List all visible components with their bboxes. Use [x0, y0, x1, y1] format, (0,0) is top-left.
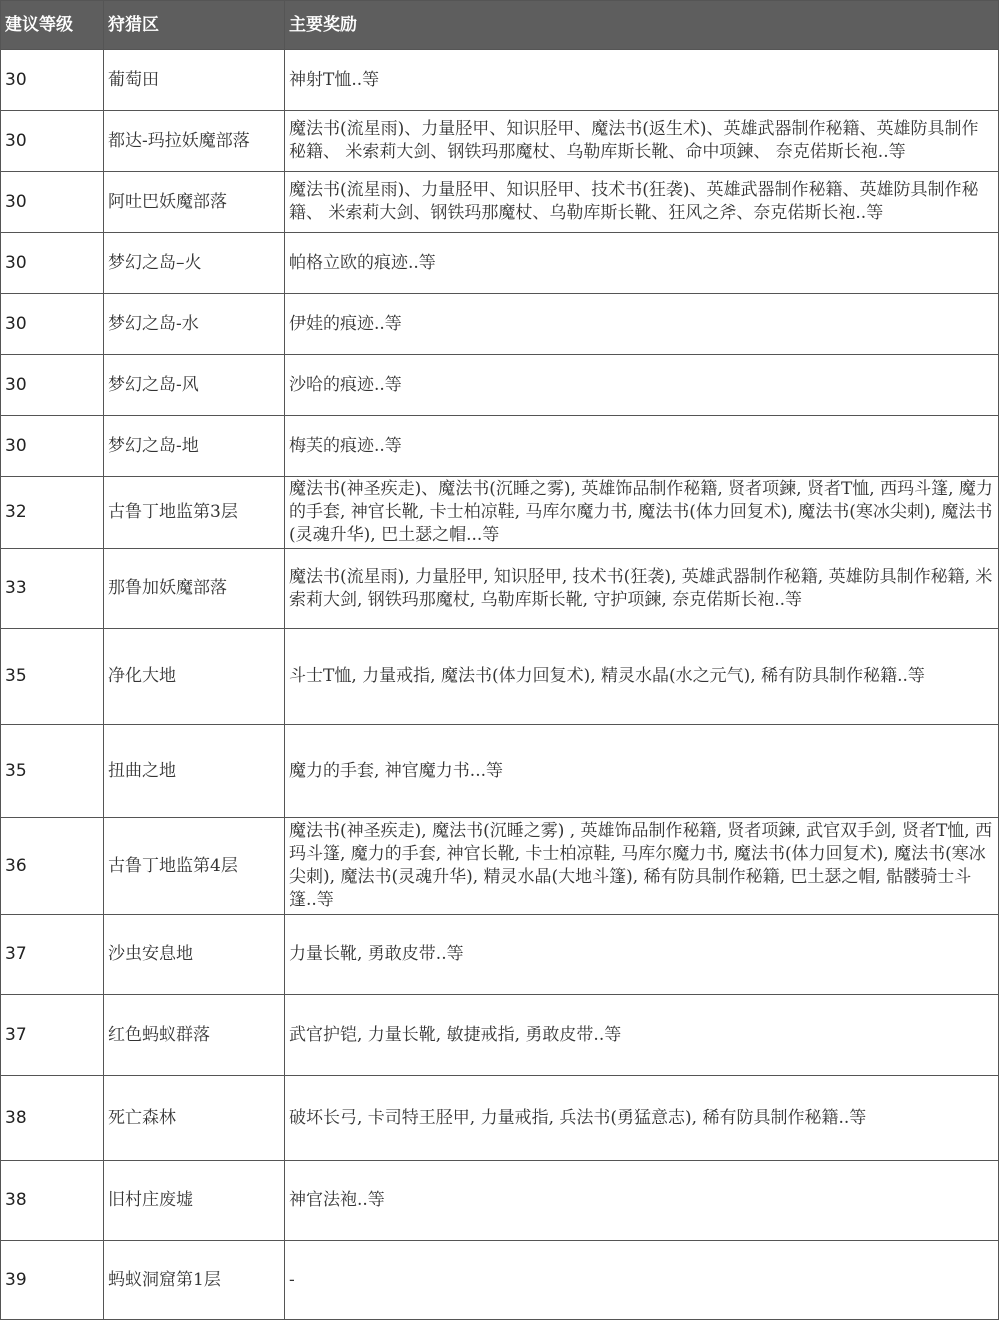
table-row	[1, 725, 999, 818]
level-cell: 30	[1, 355, 104, 416]
zone-cell: 梦幻之岛-地	[104, 416, 285, 477]
header-reward: 主要奖励	[285, 1, 999, 50]
zone-cell: 古鲁丁地监第4层	[104, 818, 285, 915]
header-zone: 狩猎区	[104, 1, 285, 50]
table-row	[1, 1076, 999, 1161]
level-cell: 32	[1, 477, 104, 549]
reward-cell: 魔法书(流星雨)、力量胫甲、知识胫甲、技术书(狂袭)、英雄武器制作秘籍、英雄防具制作秘籍、 米索莉大剑、钢铁玛那魔杖、乌勒库斯长靴、狂风之斧、奈克偌斯长袍..等	[285, 172, 999, 233]
reward-cell: 魔法书(流星雨), 力量胫甲, 知识胫甲, 技术书(狂袭), 英雄武器制作秘籍, 英雄防具制作秘籍, 米索莉大剑, 钢铁玛那魔杖, 乌勒库斯长靴, 守护项鍊, 奈克偌斯长袍..等	[285, 549, 999, 629]
zone-cell: 沙虫安息地	[104, 915, 285, 995]
zone-cell: 阿吐巴妖魔部落	[104, 172, 285, 233]
reward-cell: 梅芙的痕迹..等	[285, 416, 999, 477]
reward-cell: 帕格立欧的痕迹..等	[285, 233, 999, 294]
reward-cell: 斗士T恤, 力量戒指, 魔法书(体力回复术), 精灵水晶(水之元气), 稀有防具制作秘籍..等	[285, 629, 999, 725]
zone-cell: 都达-玛拉妖魔部落	[104, 111, 285, 172]
level-cell: 30	[1, 233, 104, 294]
level-cell: 30	[1, 416, 104, 477]
header-row	[1, 1, 999, 50]
level-cell: 35	[1, 629, 104, 725]
zone-cell: 梦幻之岛–火	[104, 233, 285, 294]
level-cell: 37	[1, 915, 104, 995]
table-row	[1, 1161, 999, 1241]
table-row	[1, 915, 999, 995]
level-cell: 37	[1, 995, 104, 1076]
zone-cell: 净化大地	[104, 629, 285, 725]
reward-cell: 魔法书(神圣疾走)、魔法书(沉睡之雾), 英雄饰品制作秘籍, 贤者项鍊, 贤者T恤, 西玛斗篷, 魔力的手套, 神官长靴, 卡士柏凉鞋, 马库尔魔力书, 魔法书(体力回复术), 魔法书(寒冰尖刺), 魔法书(灵魂升华), 巴土瑟之帽...等	[285, 477, 999, 549]
reward-cell: 神射T恤..等	[285, 50, 999, 111]
reward-cell: 力量长靴, 勇敢皮带..等	[285, 915, 999, 995]
table-row	[1, 50, 999, 111]
level-cell: 38	[1, 1161, 104, 1241]
zone-cell: 红色蚂蚁群落	[104, 995, 285, 1076]
table-row	[1, 818, 999, 915]
zone-cell: 梦幻之岛-风	[104, 355, 285, 416]
level-cell: 30	[1, 172, 104, 233]
reward-cell: 武官护铠, 力量长靴, 敏捷戒指, 勇敢皮带..等	[285, 995, 999, 1076]
table-row	[1, 172, 999, 233]
level-cell: 30	[1, 50, 104, 111]
reward-cell: 魔法书(神圣疾走), 魔法书(沉睡之雾) , 英雄饰品制作秘籍, 贤者项鍊, 武官双手剑, 贤者T恤, 西玛斗篷, 魔力的手套, 神官长靴, 卡士柏凉鞋, 马库尔魔力书, 魔法书(体力回复术), 魔法书(寒冰尖刺), 魔法书(灵魂升华), 精灵水晶(大地斗篷), 稀有防具制作秘籍, 巴土瑟之帽, 骷髅骑士斗篷..等	[285, 818, 999, 915]
level-cell: 30	[1, 111, 104, 172]
table-row	[1, 111, 999, 172]
zone-cell: 那鲁加妖魔部落	[104, 549, 285, 629]
level-cell: 35	[1, 725, 104, 818]
reward-cell: 神官法袍..等	[285, 1161, 999, 1241]
zone-cell: 扭曲之地	[104, 725, 285, 818]
zone-cell: 死亡森林	[104, 1076, 285, 1161]
zone-cell: 梦幻之岛-水	[104, 294, 285, 355]
table-row	[1, 355, 999, 416]
zone-cell: 葡萄田	[104, 50, 285, 111]
table-row	[1, 1241, 999, 1320]
reward-cell: 魔力的手套, 神官魔力书...等	[285, 725, 999, 818]
table-row	[1, 549, 999, 629]
table-row	[1, 416, 999, 477]
table-row	[1, 995, 999, 1076]
level-cell: 33	[1, 549, 104, 629]
table-row	[1, 629, 999, 725]
level-cell: 38	[1, 1076, 104, 1161]
zone-cell: 蚂蚁洞窟第1层	[104, 1241, 285, 1320]
header-level: 建议等级	[1, 1, 104, 50]
level-cell: 36	[1, 818, 104, 915]
reward-cell: 魔法书(流星雨)、力量胫甲、知识胫甲、魔法书(返生术)、英雄武器制作秘籍、英雄防具制作秘籍、 米索莉大剑、钢铁玛那魔杖、乌勒库斯长靴、命中项鍊、 奈克偌斯长袍..等	[285, 111, 999, 172]
table-row	[1, 233, 999, 294]
level-cell: 39	[1, 1241, 104, 1320]
table-row	[1, 477, 999, 549]
reward-cell: 伊娃的痕迹..等	[285, 294, 999, 355]
table-row	[1, 294, 999, 355]
reward-cell: -	[285, 1241, 999, 1320]
reward-cell: 破坏长弓, 卡司特王胫甲, 力量戒指, 兵法书(勇猛意志), 稀有防具制作秘籍..等	[285, 1076, 999, 1161]
reward-cell: 沙哈的痕迹..等	[285, 355, 999, 416]
zone-cell: 古鲁丁地监第3层	[104, 477, 285, 549]
zone-cell: 旧村庄废墟	[104, 1161, 285, 1241]
level-cell: 30	[1, 294, 104, 355]
